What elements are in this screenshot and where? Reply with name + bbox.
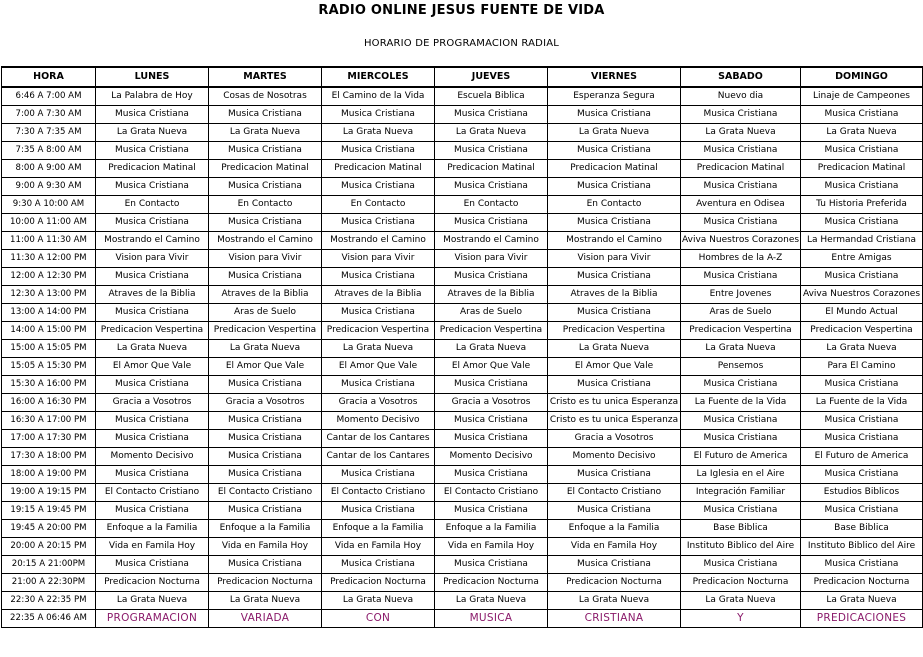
program-cell-sabado: Y [681,610,801,628]
program-cell-jueves: Musica Cristiana [435,178,548,196]
program-cell-martes: Musica Cristiana [209,214,322,232]
program-cell-domingo: Predicacion Vespertina [801,322,923,340]
program-cell-domingo: El Mundo Actual [801,304,923,322]
time-slot-cell: 11:30 A 12:00 PM [2,250,96,268]
table-row [2,610,923,628]
program-cell-miercoles: Gracia a Vosotros [322,394,435,412]
program-cell-jueves: En Contacto [435,196,548,214]
program-cell-sabado: Aviva Nuestros Corazones [681,232,801,250]
program-cell-miercoles: En Contacto [322,196,435,214]
program-cell-martes: Musica Cristiana [209,466,322,484]
program-cell-jueves: Musica Cristiana [435,214,548,232]
program-cell-viernes: Gracia a Vosotros [548,430,681,448]
program-cell-jueves: Gracia a Vosotros [435,394,548,412]
program-cell-domingo: La Hermandad Cristiana [801,232,923,250]
program-cell-jueves: Musica Cristiana [435,142,548,160]
program-cell-domingo: Musica Cristiana [801,142,923,160]
table-row [2,87,923,106]
program-cell-martes: Musica Cristiana [209,142,322,160]
program-cell-sabado: Pensemos [681,358,801,376]
program-cell-miercoles: Enfoque a la Familia [322,520,435,538]
program-cell-miercoles: Atraves de la Biblia [322,286,435,304]
program-cell-miercoles: CON [322,610,435,628]
program-cell-domingo: Musica Cristiana [801,466,923,484]
program-cell-lunes: Vida en Famila Hoy [96,538,209,556]
program-cell-sabado: La Grata Nueva [681,592,801,610]
program-cell-domingo: Musica Cristiana [801,106,923,124]
program-cell-miercoles: El Contacto Cristiano [322,484,435,502]
time-slot-cell: 20:00 A 20:15 PM [2,538,96,556]
header-sabado: SABADO [681,67,801,87]
program-cell-lunes: Musica Cristiana [96,376,209,394]
program-cell-sabado: Integración Familiar [681,484,801,502]
program-cell-jueves: Musica Cristiana [435,556,548,574]
program-cell-sabado: Musica Cristiana [681,142,801,160]
header-miercoles: MIERCOLES [322,67,435,87]
program-cell-miercoles: Musica Cristiana [322,304,435,322]
program-cell-jueves: Musica Cristiana [435,376,548,394]
program-cell-sabado: Musica Cristiana [681,268,801,286]
program-cell-martes: Enfoque a la Familia [209,520,322,538]
page-title: RADIO ONLINE JESUS FUENTE DE VIDA [318,3,605,18]
program-cell-jueves: Escuela Biblica [435,87,548,106]
header-domingo: DOMINGO [801,67,923,87]
time-slot-cell: 15:00 A 15:05 PM [2,340,96,358]
program-cell-sabado: Nuevo dia [681,87,801,106]
table-row [2,250,923,268]
table-row [2,592,923,610]
program-cell-viernes: Cristo es tu unica Esperanza [548,394,681,412]
program-cell-martes: En Contacto [209,196,322,214]
program-cell-domingo: Aviva Nuestros Corazones [801,286,923,304]
program-cell-jueves: La Grata Nueva [435,592,548,610]
program-cell-sabado: Musica Cristiana [681,556,801,574]
table-row [2,214,923,232]
header-hora: HORA [2,67,96,87]
table-row [2,574,923,592]
program-cell-sabado: El Futuro de America [681,448,801,466]
time-slot-cell: 22:35 A 06:46 AM [2,610,96,628]
program-cell-martes: La Grata Nueva [209,592,322,610]
time-slot-cell: 11:00 A 11:30 AM [2,232,96,250]
program-cell-domingo: La Grata Nueva [801,592,923,610]
program-cell-jueves: Vida en Famila Hoy [435,538,548,556]
program-cell-viernes: Musica Cristiana [548,304,681,322]
program-cell-jueves: Predicacion Nocturna [435,574,548,592]
program-cell-lunes: En Contacto [96,196,209,214]
program-cell-viernes: Mostrando el Camino [548,232,681,250]
program-cell-viernes: Vision para Vivir [548,250,681,268]
program-cell-domingo: La Grata Nueva [801,340,923,358]
program-cell-domingo: Tu Historia Preferida [801,196,923,214]
time-slot-cell: 17:30 A 18:00 PM [2,448,96,466]
table-row [2,502,923,520]
program-cell-viernes: Musica Cristiana [548,214,681,232]
program-cell-viernes: Musica Cristiana [548,268,681,286]
program-cell-martes: Vision para Vivir [209,250,322,268]
program-cell-jueves: MUSICA [435,610,548,628]
header-row [2,67,923,87]
program-cell-domingo: La Fuente de la Vida [801,394,923,412]
program-cell-miercoles: La Grata Nueva [322,592,435,610]
time-slot-cell: 9:00 A 9:30 AM [2,178,96,196]
program-cell-viernes: Musica Cristiana [548,466,681,484]
program-cell-viernes: Musica Cristiana [548,178,681,196]
table-row [2,304,923,322]
program-cell-viernes: El Contacto Cristiano [548,484,681,502]
table-row [2,448,923,466]
program-cell-miercoles: Musica Cristiana [322,268,435,286]
program-cell-lunes: Musica Cristiana [96,304,209,322]
program-cell-martes: Predicacion Vespertina [209,322,322,340]
program-cell-viernes: Momento Decisivo [548,448,681,466]
program-cell-sabado: Predicacion Matinal [681,160,801,178]
program-cell-jueves: Musica Cristiana [435,268,548,286]
program-cell-jueves: Musica Cristiana [435,430,548,448]
program-cell-lunes: Gracia a Vosotros [96,394,209,412]
program-cell-martes: Musica Cristiana [209,376,322,394]
program-cell-martes: Musica Cristiana [209,556,322,574]
program-cell-lunes: Musica Cristiana [96,412,209,430]
program-cell-domingo: Estudios Biblicos [801,484,923,502]
program-cell-sabado: Aventura en Odisea [681,196,801,214]
program-cell-lunes: Predicacion Vespertina [96,322,209,340]
program-cell-lunes: El Contacto Cristiano [96,484,209,502]
program-cell-sabado: Musica Cristiana [681,430,801,448]
program-cell-jueves: El Amor Que Vale [435,358,548,376]
program-cell-miercoles: Musica Cristiana [322,178,435,196]
program-cell-domingo: Musica Cristiana [801,430,923,448]
program-cell-lunes: La Grata Nueva [96,124,209,142]
program-cell-miercoles: Predicacion Matinal [322,160,435,178]
program-cell-lunes: Predicacion Nocturna [96,574,209,592]
program-cell-viernes: Musica Cristiana [548,376,681,394]
program-cell-lunes: PROGRAMACION [96,610,209,628]
program-cell-viernes: Musica Cristiana [548,142,681,160]
time-slot-cell: 6:46 A 7:00 AM [2,87,96,106]
program-cell-sabado: Aras de Suelo [681,304,801,322]
program-cell-domingo: Base Biblica [801,520,923,538]
time-slot-cell: 19:15 A 19:45 PM [2,502,96,520]
program-cell-domingo: Linaje de Campeones [801,87,923,106]
program-cell-lunes: Musica Cristiana [96,430,209,448]
program-cell-sabado: Musica Cristiana [681,502,801,520]
program-cell-sabado: Hombres de la A-Z [681,250,801,268]
program-cell-miercoles: La Grata Nueva [322,340,435,358]
time-slot-cell: 15:05 A 15:30 PM [2,358,96,376]
table-row [2,556,923,574]
program-cell-miercoles: Predicacion Nocturna [322,574,435,592]
program-cell-martes: Mostrando el Camino [209,232,322,250]
table-row [2,106,923,124]
program-cell-lunes: La Grata Nueva [96,340,209,358]
program-cell-jueves: Predicacion Matinal [435,160,548,178]
program-cell-martes: Musica Cristiana [209,448,322,466]
program-cell-viernes: La Grata Nueva [548,124,681,142]
program-cell-miercoles: Vision para Vivir [322,250,435,268]
time-slot-cell: 9:30 A 10:00 AM [2,196,96,214]
program-cell-lunes: La Grata Nueva [96,592,209,610]
table-row [2,466,923,484]
program-cell-lunes: Musica Cristiana [96,106,209,124]
program-cell-lunes: Mostrando el Camino [96,232,209,250]
time-slot-cell: 7:00 A 7:30 AM [2,106,96,124]
program-cell-martes: Predicacion Matinal [209,160,322,178]
page-subtitle: HORARIO DE PROGRAMACION RADIAL [363,38,560,49]
program-cell-lunes: Predicacion Matinal [96,160,209,178]
time-slot-cell: 10:00 A 11:00 AM [2,214,96,232]
program-cell-domingo: Musica Cristiana [801,502,923,520]
program-cell-viernes: La Grata Nueva [548,592,681,610]
program-cell-sabado: Musica Cristiana [681,178,801,196]
program-cell-miercoles: Mostrando el Camino [322,232,435,250]
time-slot-cell: 8:00 A 9:00 AM [2,160,96,178]
program-cell-sabado: La Grata Nueva [681,124,801,142]
program-cell-sabado: Instituto Biblico del Aire [681,538,801,556]
program-cell-miercoles: Musica Cristiana [322,142,435,160]
program-cell-jueves: Musica Cristiana [435,502,548,520]
table-row [2,160,923,178]
program-cell-martes: Musica Cristiana [209,502,322,520]
program-cell-viernes: Musica Cristiana [548,502,681,520]
program-cell-lunes: Atraves de la Biblia [96,286,209,304]
program-cell-domingo: Predicacion Matinal [801,160,923,178]
program-cell-jueves: El Contacto Cristiano [435,484,548,502]
program-cell-domingo: Musica Cristiana [801,178,923,196]
program-cell-viernes: Predicacion Nocturna [548,574,681,592]
program-cell-jueves: Predicacion Vespertina [435,322,548,340]
program-cell-martes: Aras de Suelo [209,304,322,322]
table-row [2,412,923,430]
program-cell-viernes: Musica Cristiana [548,556,681,574]
program-cell-sabado: Predicacion Vespertina [681,322,801,340]
table-row [2,340,923,358]
program-cell-martes: Atraves de la Biblia [209,286,322,304]
program-cell-lunes: Musica Cristiana [96,268,209,286]
header-lunes: LUNES [96,67,209,87]
table-row [2,358,923,376]
header-jueves: JUEVES [435,67,548,87]
program-cell-jueves: La Grata Nueva [435,340,548,358]
time-slot-cell: 13:00 A 14:00 PM [2,304,96,322]
program-cell-martes: El Contacto Cristiano [209,484,322,502]
program-cell-martes: Musica Cristiana [209,106,322,124]
program-cell-lunes: Vision para Vivir [96,250,209,268]
program-cell-domingo: El Futuro de America [801,448,923,466]
program-cell-sabado: Musica Cristiana [681,376,801,394]
program-cell-lunes: Momento Decisivo [96,448,209,466]
program-cell-miercoles: Predicacion Vespertina [322,322,435,340]
table-row [2,196,923,214]
program-cell-viernes: Vida en Famila Hoy [548,538,681,556]
program-cell-miercoles: La Grata Nueva [322,124,435,142]
program-cell-domingo: Musica Cristiana [801,556,923,574]
program-cell-martes: Vida en Famila Hoy [209,538,322,556]
table-row [2,538,923,556]
program-cell-martes: Gracia a Vosotros [209,394,322,412]
program-cell-viernes: Predicacion Vespertina [548,322,681,340]
program-cell-miercoles: Vida en Famila Hoy [322,538,435,556]
program-cell-miercoles: El Amor Que Vale [322,358,435,376]
program-cell-miercoles: Musica Cristiana [322,106,435,124]
program-cell-miercoles: Momento Decisivo [322,412,435,430]
program-cell-sabado: Musica Cristiana [681,214,801,232]
time-slot-cell: 7:35 A 8:00 AM [2,142,96,160]
program-cell-viernes: En Contacto [548,196,681,214]
table-row [2,376,923,394]
program-cell-lunes: Musica Cristiana [96,556,209,574]
program-cell-martes: Musica Cristiana [209,268,322,286]
table-row [2,232,923,250]
program-cell-miercoles: Musica Cristiana [322,376,435,394]
program-cell-jueves: Atraves de la Biblia [435,286,548,304]
program-cell-jueves: Musica Cristiana [435,106,548,124]
program-cell-jueves: Enfoque a la Familia [435,520,548,538]
program-cell-martes: Cosas de Nosotras [209,87,322,106]
program-cell-jueves: Vision para Vivir [435,250,548,268]
program-cell-jueves: Momento Decisivo [435,448,548,466]
header-martes: MARTES [209,67,322,87]
program-cell-viernes: Cristo es tu unica Esperanza [548,412,681,430]
program-cell-viernes: CRISTIANA [548,610,681,628]
program-cell-domingo: Musica Cristiana [801,268,923,286]
time-slot-cell: 17:00 A 17:30 PM [2,430,96,448]
program-cell-miercoles: El Camino de la Vida [322,87,435,106]
table-row [2,322,923,340]
program-cell-domingo: La Grata Nueva [801,124,923,142]
schedule-body [2,87,923,628]
program-cell-sabado: Musica Cristiana [681,106,801,124]
program-cell-martes: Musica Cristiana [209,430,322,448]
time-slot-cell: 16:00 A 16:30 PM [2,394,96,412]
table-row [2,286,923,304]
time-slot-cell: 21:00 A 22:30PM [2,574,96,592]
program-cell-domingo: Musica Cristiana [801,376,923,394]
program-cell-martes: Predicacion Nocturna [209,574,322,592]
program-cell-sabado: Musica Cristiana [681,412,801,430]
program-cell-miercoles: Cantar de los Cantares [322,448,435,466]
program-cell-sabado: La Grata Nueva [681,340,801,358]
program-cell-viernes: Enfoque a la Familia [548,520,681,538]
program-cell-domingo: Musica Cristiana [801,214,923,232]
program-cell-martes: La Grata Nueva [209,124,322,142]
program-cell-lunes: Enfoque a la Familia [96,520,209,538]
program-cell-domingo: Musica Cristiana [801,412,923,430]
program-cell-viernes: Atraves de la Biblia [548,286,681,304]
program-cell-domingo: PREDICACIONES [801,610,923,628]
table-row [2,142,923,160]
program-cell-jueves: La Grata Nueva [435,124,548,142]
program-cell-lunes: Musica Cristiana [96,502,209,520]
time-slot-cell: 18:00 A 19:00 PM [2,466,96,484]
time-slot-cell: 15:30 A 16:00 PM [2,376,96,394]
table-row [2,394,923,412]
time-slot-cell: 12:00 A 12:30 PM [2,268,96,286]
program-cell-domingo: Para El Camino [801,358,923,376]
program-cell-sabado: La Fuente de la Vida [681,394,801,412]
time-slot-cell: 19:45 A 20:00 PM [2,520,96,538]
program-cell-domingo: Entre Amigas [801,250,923,268]
program-cell-martes: La Grata Nueva [209,340,322,358]
program-cell-lunes: Musica Cristiana [96,466,209,484]
program-cell-lunes: El Amor Que Vale [96,358,209,376]
table-row [2,124,923,142]
program-cell-miercoles: Musica Cristiana [322,466,435,484]
schedule-table [1,66,923,628]
program-cell-sabado: La Iglesia en el Aire [681,466,801,484]
program-cell-sabado: Entre Jovenes [681,286,801,304]
program-cell-sabado: Base Biblica [681,520,801,538]
time-slot-cell: 12:30 A 13:00 PM [2,286,96,304]
program-cell-jueves: Musica Cristiana [435,466,548,484]
program-cell-martes: Musica Cristiana [209,412,322,430]
program-cell-martes: El Amor Que Vale [209,358,322,376]
program-cell-jueves: Aras de Suelo [435,304,548,322]
table-row [2,268,923,286]
program-cell-lunes: La Palabra de Hoy [96,87,209,106]
program-cell-miercoles: Musica Cristiana [322,214,435,232]
time-slot-cell: 20:15 A 21:00PM [2,556,96,574]
header-viernes: VIERNES [548,67,681,87]
program-cell-sabado: Predicacion Nocturna [681,574,801,592]
program-cell-viernes: Predicacion Matinal [548,160,681,178]
program-cell-viernes: Esperanza Segura [548,87,681,106]
table-row [2,520,923,538]
program-cell-martes: VARIADA [209,610,322,628]
program-cell-lunes: Musica Cristiana [96,142,209,160]
program-cell-viernes: El Amor Que Vale [548,358,681,376]
program-cell-viernes: La Grata Nueva [548,340,681,358]
program-cell-miercoles: Musica Cristiana [322,556,435,574]
table-row [2,484,923,502]
program-cell-domingo: Predicacion Nocturna [801,574,923,592]
time-slot-cell: 16:30 A 17:00 PM [2,412,96,430]
table-row [2,430,923,448]
table-row [2,178,923,196]
program-cell-lunes: Musica Cristiana [96,178,209,196]
program-cell-jueves: Musica Cristiana [435,412,548,430]
time-slot-cell: 22:30 A 22:35 PM [2,592,96,610]
program-cell-viernes: Musica Cristiana [548,106,681,124]
program-cell-miercoles: Musica Cristiana [322,502,435,520]
time-slot-cell: 14:00 A 15:00 PM [2,322,96,340]
program-cell-miercoles: Cantar de los Cantares [322,430,435,448]
time-slot-cell: 19:00 A 19:15 PM [2,484,96,502]
program-cell-domingo: Instituto Biblico del Aire [801,538,923,556]
program-cell-lunes: Musica Cristiana [96,214,209,232]
program-cell-martes: Musica Cristiana [209,178,322,196]
time-slot-cell: 7:30 A 7:35 AM [2,124,96,142]
program-cell-jueves: Mostrando el Camino [435,232,548,250]
